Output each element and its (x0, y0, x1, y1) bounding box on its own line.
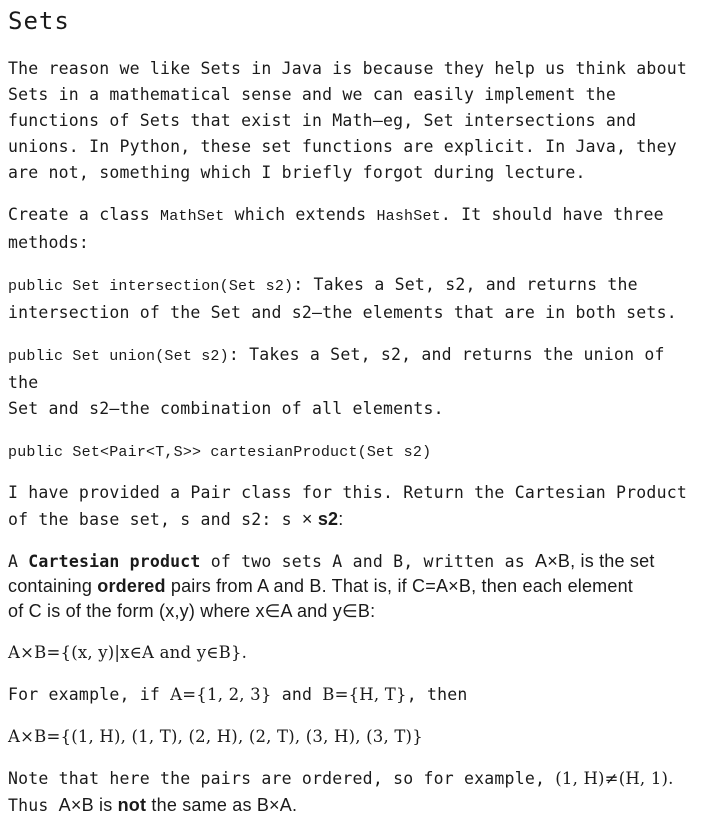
method-description: : Takes a Set, s2, and returns the (293, 275, 638, 294)
method-signature: public Set<Pair<T,S>> cartesianProduct(Set s2) (8, 444, 432, 461)
set-builder-formula: A×B={(x, y)|x∈A and y∈B}. (8, 643, 248, 662)
def-term: Cartesian product (28, 552, 201, 571)
pair-paragraph (8, 480, 704, 533)
def-text: of C is of the form (x,y) where x∈A and y∈B: (8, 601, 376, 621)
intro-line: Sets in a mathematical sense and we can easily implement the (8, 85, 617, 104)
method-signature: public Set intersection(Set s2) (8, 278, 294, 295)
def-emphasis: ordered (97, 576, 166, 596)
note-text: is (93, 795, 118, 815)
formula-definition (8, 640, 704, 666)
method-union (8, 342, 704, 422)
set-b: B={H, T} (322, 685, 407, 704)
class-name: MathSet (160, 208, 225, 225)
intro-line: The reason we like Sets in Java is because they help us think about (8, 59, 687, 78)
task-text: . It should have three (440, 205, 664, 224)
note-formula: (1, H)≠(H, 1). (555, 769, 674, 788)
cartesian-result: A×B={(1, H), (1, T), (2, H), (2, T), (3, H), (3, T)} (8, 727, 423, 746)
intro-line: are not, something which I briefly forgot during lecture. (8, 163, 586, 182)
def-math: A×B (534, 551, 571, 571)
method-description: Set and s2—the combination of all elements. (8, 399, 444, 418)
s2-text: s2 (317, 509, 339, 529)
example-paragraph (8, 682, 704, 708)
intro-paragraph (8, 56, 704, 186)
task-text: methods: (8, 233, 90, 252)
note-text: Note that here the pairs are ordered, so for example, (8, 769, 556, 788)
task-paragraph (8, 202, 704, 256)
method-description: : Takes a Set, s2, and returns the union of the (8, 345, 665, 392)
note-text: Thus (8, 796, 59, 815)
def-text: of two sets A and B, written as (200, 552, 535, 571)
example-text: and (271, 685, 323, 704)
method-signature: public Set union(Set s2) (8, 348, 229, 365)
example-text: , then (406, 685, 468, 704)
def-text: A (8, 552, 29, 571)
note-math: A×B (58, 795, 94, 815)
pair-text: : (338, 509, 344, 529)
def-text: pairs from A and B. That is, if C=A×B, then each element (165, 576, 634, 596)
intro-line: functions of Sets that exist in Math—eg, Set intersections and (8, 111, 637, 130)
cartesian-definition (8, 549, 704, 624)
note-paragraph (8, 766, 704, 819)
pair-text: I have provided a Pair class for this. Return the Cartesian Product (8, 483, 687, 502)
page-title: Sets (8, 7, 70, 35)
note-text: the same as B×A. (146, 795, 298, 815)
def-text: , is the set (570, 551, 655, 571)
intro-line: unions. In Python, these set functions are explicit. In Java, they (8, 137, 677, 156)
method-description: intersection of the Set and s2—the elements that are in both sets. (8, 303, 677, 322)
method-cartesian (8, 438, 704, 466)
example-text: For example, if (8, 685, 171, 704)
formula-example (8, 724, 704, 750)
task-text: Create a class (8, 205, 161, 224)
times-symbol: × (301, 509, 318, 529)
pair-text: of the base set, s and s2: s (8, 510, 302, 529)
base-class-name: HashSet (376, 208, 441, 225)
task-text: which extends (224, 205, 377, 224)
method-intersection (8, 272, 704, 326)
set-a: A={1, 2, 3} (170, 685, 272, 704)
def-text: containing (8, 576, 98, 596)
note-emphasis: not (117, 795, 147, 815)
